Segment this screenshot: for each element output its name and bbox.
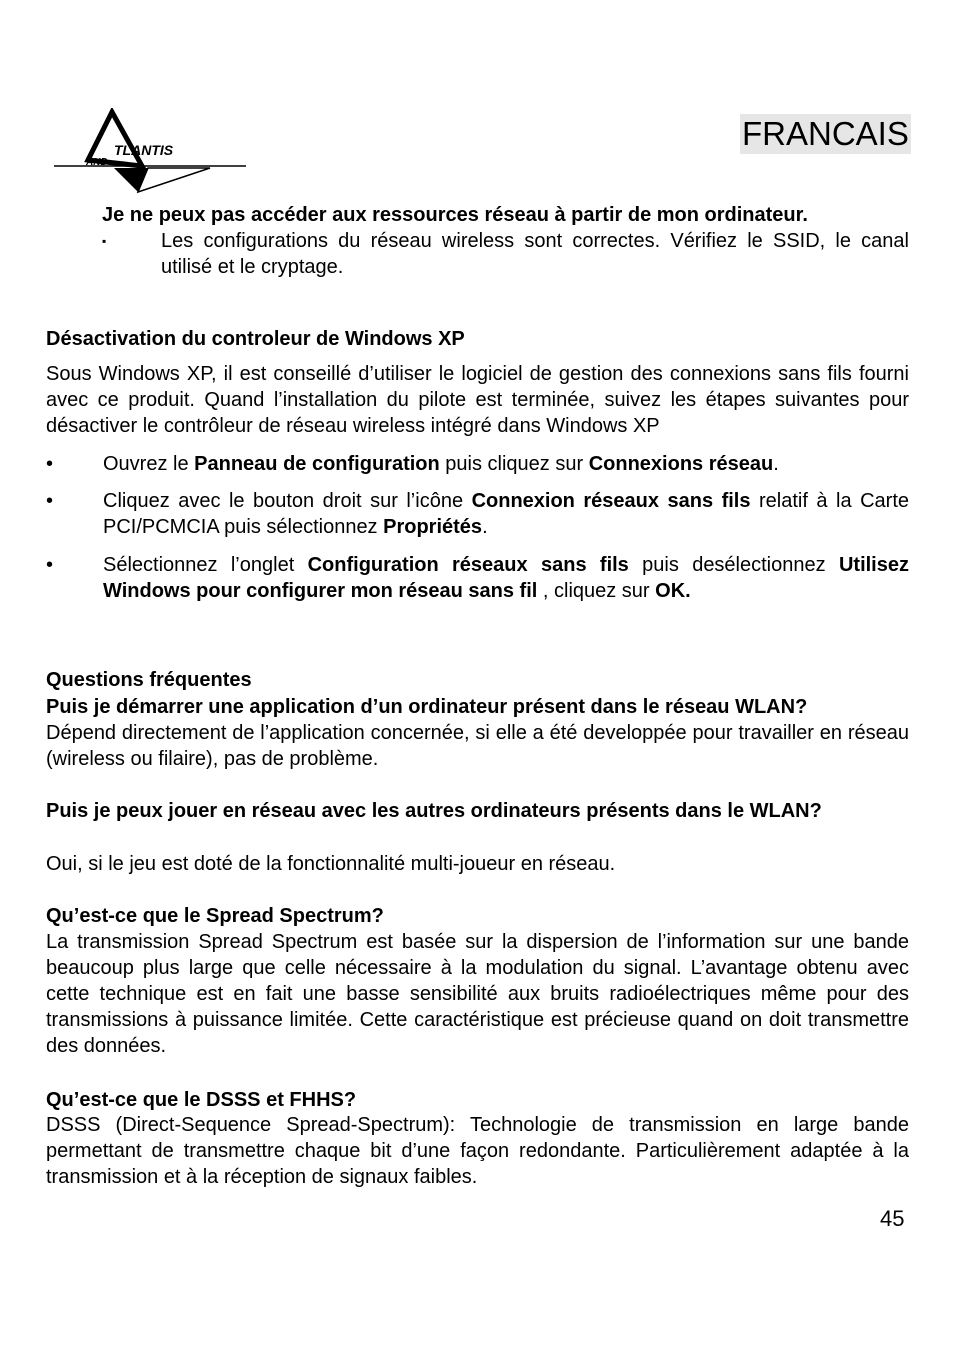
atlantis-land-logo xyxy=(52,108,252,198)
troubleshoot-question: Je ne peux pas accéder aux ressources réseau à partir de mon ordinateur. xyxy=(102,204,808,226)
list-item-text: Sélectionnez l’onglet Configuration réseaux sans fils puis desélectionnez Utilisez Windows pour configurer mon réseau sans fil , cliquez sur OK. xyxy=(103,554,909,602)
faq-answer: Oui, si le jeu est doté de la fonctionnalité multi-joueur en réseau. xyxy=(46,853,616,875)
page-number: 45 xyxy=(880,1206,905,1231)
logo-text: TLANTIS xyxy=(114,142,174,158)
list-item-text: Les configurations du réseau wireless sont correctes. Vérifiez le SSID, le canal utilisé et le cryptage. xyxy=(161,230,909,278)
faq-question: Qu’est-ce que le Spread Spectrum? xyxy=(46,905,384,927)
section-title: Désactivation du controleur de Windows XP xyxy=(46,328,465,350)
faq-answer: DSSS (Direct-Sequence Spread-Spectrum): Technologie de transmission en large bande permettant de transmettre chaque bit d’une façon redondante. Particulièrement adaptée à la transmission et à la réception de signaux faibles. xyxy=(46,1114,909,1188)
faq-question: Puis je peux jouer en réseau avec les autres ordinateurs présents dans le WLAN? xyxy=(46,800,822,822)
logo-subtext: AND xyxy=(86,157,108,168)
list-item-text: Cliquez avec le bouton droit sur l’icône Connexion réseaux sans fils relatif à la Carte PCI/PCMCIA puis sélectionnez Propriétés. xyxy=(103,490,909,538)
faq-answer: Dépend directement de l’application concernée, si elle a été developpée pour travailler en réseau (wireless ou filaire), pas de problème. xyxy=(46,722,909,770)
faq-answer: La transmission Spread Spectrum est basée sur la dispersion de l’information sur une bande beaucoup plus large que celle nécessaire à la modulation du signal. L’avantage obtenu avec cette technique est en fait une basse sensibilité aux bruits radioélectriques même pour des transmissions à puissance limitée. Cette caractéristique est précieuse quand on doit transmettre des données. xyxy=(46,931,909,1057)
bullet-icon: • xyxy=(46,453,54,475)
bullet-icon: • xyxy=(46,490,54,512)
faq-question: Puis je démarrer une application d’un ordinateur présent dans le réseau WLAN? xyxy=(46,696,808,718)
section-intro: Sous Windows XP, il est conseillé d’utiliser le logiciel de gestion des connexions sans fils fourni avec ce produit. Quand l’installation du pilote est terminée, suivez les étapes suivantes pour désactiver le contrôleur de réseau wireless intégré dans Windows XP xyxy=(46,363,909,437)
faq-title: Questions fréquentes xyxy=(46,669,252,691)
bullet-icon: • xyxy=(46,554,54,576)
language-label: FRANCAIS xyxy=(742,115,909,152)
faq-question: Qu’est-ce que le DSSS et FHHS? xyxy=(46,1089,357,1111)
list-item-text: Ouvrez le Panneau de configuration puis cliquez sur Connexions réseau. xyxy=(103,453,779,475)
square-bullet-icon: ▪ xyxy=(102,234,107,248)
